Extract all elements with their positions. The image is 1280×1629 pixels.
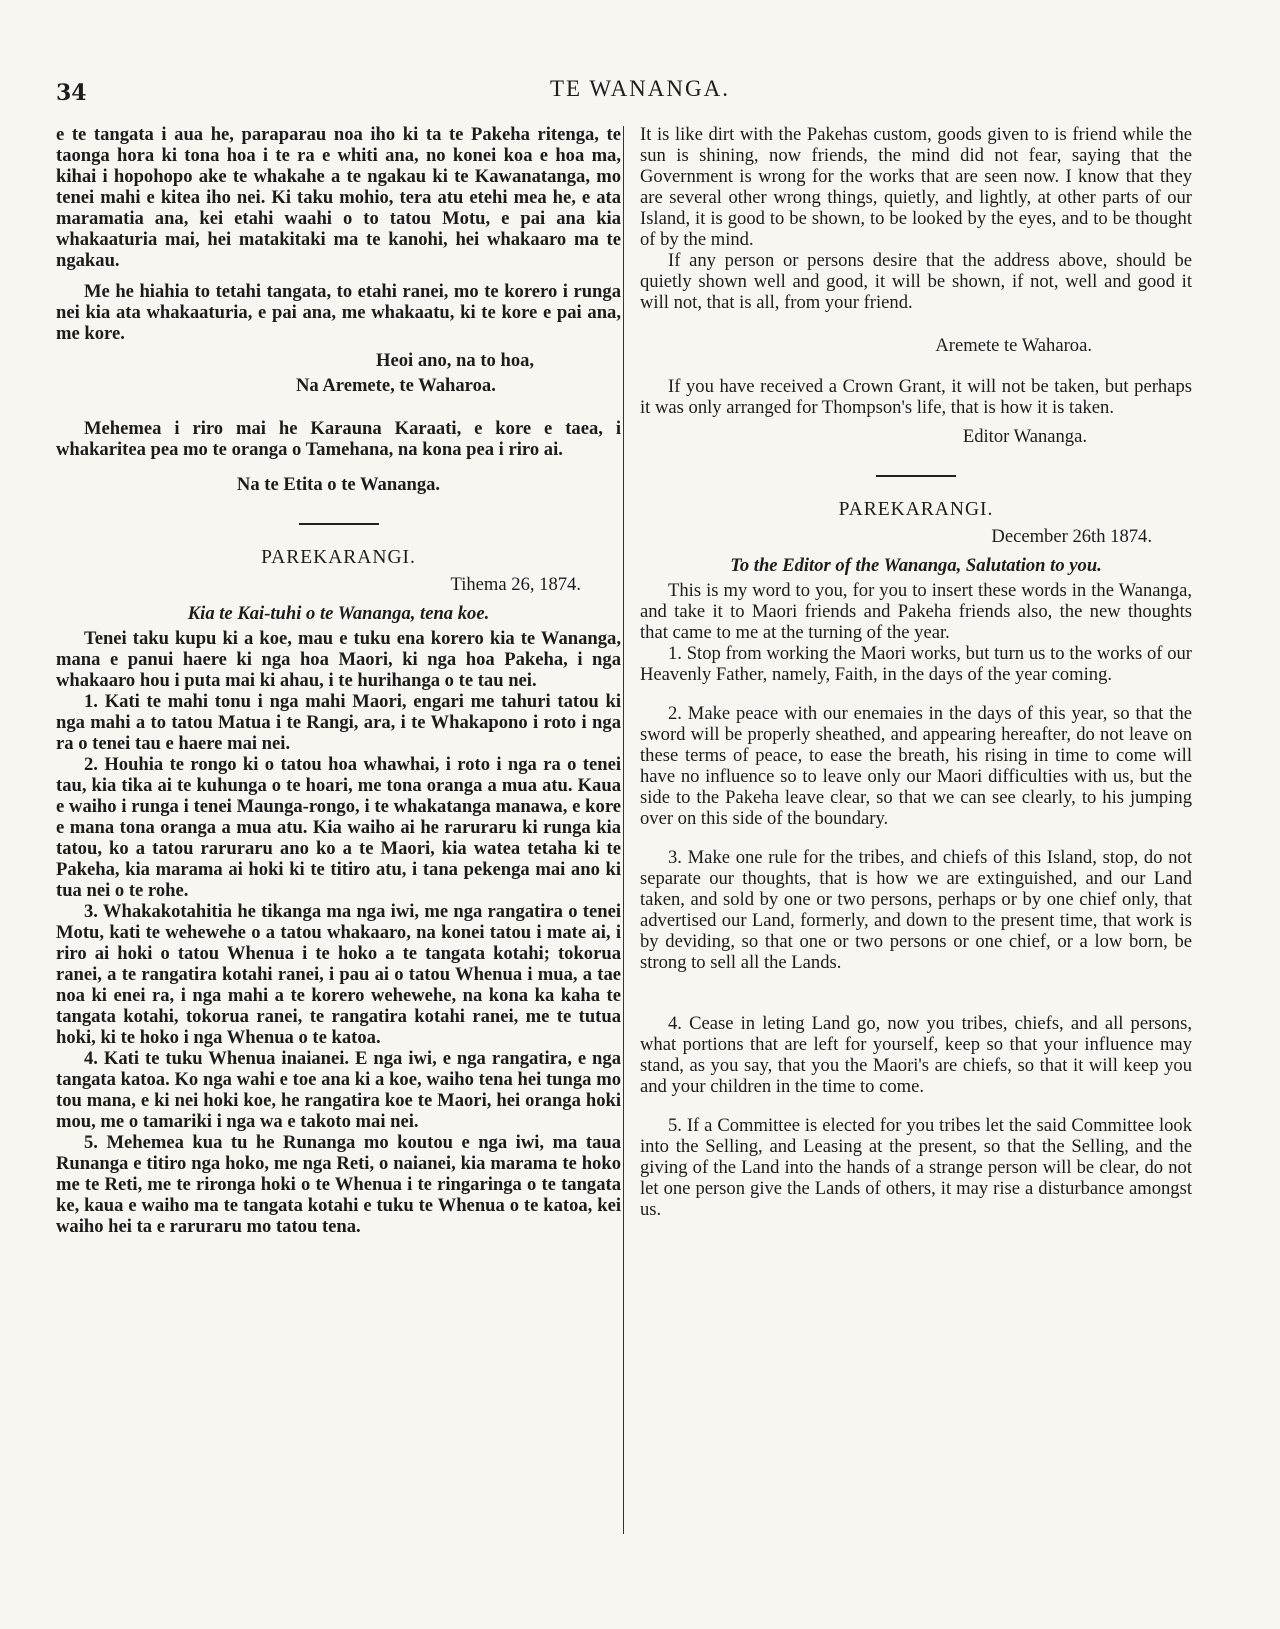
column-divider — [623, 126, 624, 1534]
editor-signature: Editor Wananga. — [962, 426, 1087, 447]
section-heading: PAREKARANGI. — [261, 547, 416, 568]
numbered-paragraph: 4. Kati te tuku Whenua inaianei. E nga iwi, e nga rangatira, e nga tangata katoa. Ko nga wahi e toe ana ki a koe, waiho tena hei tunga mo tou mana, e ki nei hoki koe, he rangatira koe te Maori, hei oranga hoki mou, me o tamariki i nga wa e takoto mai nei. — [56, 1048, 621, 1132]
numbered-paragraph: 2. Houhia te rongo ki o tatou hoa whawhai, i roto i nga ra o tenei tau, kia tika ai te kuhunga o te hoari, me tona oranga a mua atu. Kaua e waiho i runga i tenei Maunga-rongo, i te whakatanga manawa, e kore e mana tona oranga a mua atu. Kia waiho ai he raruraru ki runga kia tatou, ko a tatou raruraru ano ko a te Maori, kia watea tetaha ki te Pakeha, kia marama ai hoki ki te titiro atu, i tana pekenga mai ano ki tua nei o te rohe. — [56, 754, 621, 901]
editor-note: Mehemea i riro mai he Karauna Karaati, e kore e taea, i whakaritea pea mo te oranga o Tamehana, na kona pea i riro ai. — [56, 418, 621, 460]
section-rule — [876, 475, 956, 477]
letter-paragraph: e te tangata i aua he, paraparau noa iho ki ta te Pakeha ritenga, te taonga hora ki tona hoa i te ra e whiti ana, no konei koa e hoa ma, kihai i hopohopo ake te whakahe a te ngakau ki te Kawanatanga, mo tenei mahi e kitea iho nei. Ki taku mohio, tera atu etehi mea he, e ata maramatia ana, kei etahi waahi o to tatou Motu, e pai ana kia whakaaturia mai, hei matakitaki ma te kanohi, hei whakaaro ma te ngakau. — [56, 124, 621, 271]
numbered-paragraph: 5. Mehemea kua tu he Runanga mo koutou e nga iwi, ma taua Runanga e titiro nga hoko, me nga Reti, o naianei, kia marama te hoko me te Reti, me te rironga hoki o te Whenua i te ringaringa o te tangata ke, kaua e waiho ma te tangata kotahi e tuku te Whenua o te katoa, kei waiho hei ta e raruraru mo tatou tena. — [56, 1132, 621, 1237]
letter-paragraph: If any person or persons desire that the address above, should be quietly shown well and good, it will be shown, if not, well and good it will not, that is all, from your friend. — [640, 250, 1192, 313]
dateline: Tihema 26, 1874. — [450, 574, 581, 595]
numbered-paragraph: 1. Kati te mahi tonu i nga mahi Maori, engari me tahuri tatou ki nga mahi a to tatou Matua i te Rangi, ara, i te Whakapono i roto i nga ra o tenei tau e haere mai nei. — [56, 691, 621, 754]
numbered-paragraph: 5. If a Committee is elected for you tribes let the said Committee look into the Selling, and Leasing at the present, so that the Selling, and the giving of the Land into the hands of a strange person will be clear, do not let one person give the Lands of others, it may rise a disturbance amongst us. — [640, 1115, 1192, 1220]
numbered-paragraph: 4. Cease in leting Land go, now you tribes, chiefs, and all persons, what portions that are left for yourself, keep so that your influence may stand, as you say, that you the Maori's are chiefs, so that it will keep you and your children in the time to come. — [640, 1013, 1192, 1097]
signature: Aremete te Waharoa. — [935, 335, 1092, 356]
section-heading: PAREKARANGI. — [838, 499, 994, 520]
editor-note: If you have received a Crown Grant, it will not be taken, but perhaps it was only arranged for Thompson's life, that is how it is taken. — [640, 376, 1192, 418]
salutation: To the Editor of the Wananga, Salutation to you. — [730, 555, 1102, 576]
numbered-paragraph: 1. Stop from working the Maori works, but turn us to the works of our Heavenly Father, namely, Faith, in the days of the year coming. — [640, 643, 1192, 685]
letter-paragraph: It is like dirt with the Pakehas custom, goods given to is friend while the sun is shining, now friends, the mind did not fear, saying that the Government is wrong for the works that are seen now. I know that they are several other wrong things, quietly, and lightly, at other parts of our Island, it is good to be shown, to be looked by the eyes, and to be thought of by the mind. — [640, 124, 1192, 250]
letter-paragraph: Me he hiahia to tetahi tangata, to etahi ranei, mo te korero i runga nei kia ata whakaaturia, e pai ana, me whakaatu, ki te kore e pai ana, me kore. — [56, 281, 621, 344]
signature: Na Aremete, te Waharoa. — [296, 375, 496, 396]
section-rule — [299, 523, 379, 525]
numbered-paragraph: 3. Make one rule for the tribes, and chiefs of this Island, stop, do not separate our thoughts, that is how we are extinguished, and our Land taken, and sold by one or two persons, perhaps or by one chief only, that advertised our Land, formerly, and down to the present time, that work is by deviding, so that one or two persons or one chief, or a low born, be strong to sell all the Lands. — [640, 847, 1192, 973]
running-head-title: TE WANANGA. — [549, 76, 730, 101]
right-column — [640, 124, 1192, 1220]
salutation: Kia te Kai-tuhi o te Wananga, tena koe. — [187, 603, 490, 624]
letter-paragraph: Tenei taku kupu ki a koe, mau e tuku ena korero kia te Wananga, mana e panui haere ki nga hoa Maori, ki nga hoa Pakeha, i nga whakaaro hou i puta mai ki ahau, i te hurihanga o te tau nei. — [56, 628, 621, 691]
left-column — [56, 124, 621, 1237]
page-number: 34 — [56, 80, 87, 106]
letter-paragraph: This is my word to you, for you to insert these words in the Wananga, and take it to Maori friends and Pakeha friends also, the new thoughts that came to me at the turning of the year. — [640, 580, 1192, 643]
editor-signature: Na te Etita o te Wananga. — [236, 474, 441, 495]
dateline: December 26th 1874. — [991, 526, 1152, 547]
numbered-paragraph: 2. Make peace with our enemaies in the days of this year, so that the sword will be properly sheathed, and appearing hereafter, do not leave on these terms of peace, to ease the breath, his rising in time to come will have no influence so to leave only our Maori difficulties with us, but the side to the Pakeha leave clear, so that we can see clearly, to his jumping over on this side of the boundary. — [640, 703, 1192, 829]
signoff-line: Heoi ano, na to hoa, — [376, 350, 535, 371]
numbered-paragraph: 3. Whakakotahitia he tikanga ma nga iwi, me nga rangatira o tenei Motu, kati te wehewehe o a tatou whakaaro, na konei tatou i mate ai, i riro ai hoki o tatou Whenua i te hoko a te tangata kotahi; tokorua ranei, a te rangatira kotahi ranei, i pau ai o tatou Whenua i mua, a tae noa ki enei ra, i nga mahi a te korero wehewehe, na kona ka kaha te tangata kotahi, tokorua ranei, te rangatira kotahi ranei, me te tutua hoki, ki te hoko i nga Whenua o te katoa. — [56, 901, 621, 1048]
